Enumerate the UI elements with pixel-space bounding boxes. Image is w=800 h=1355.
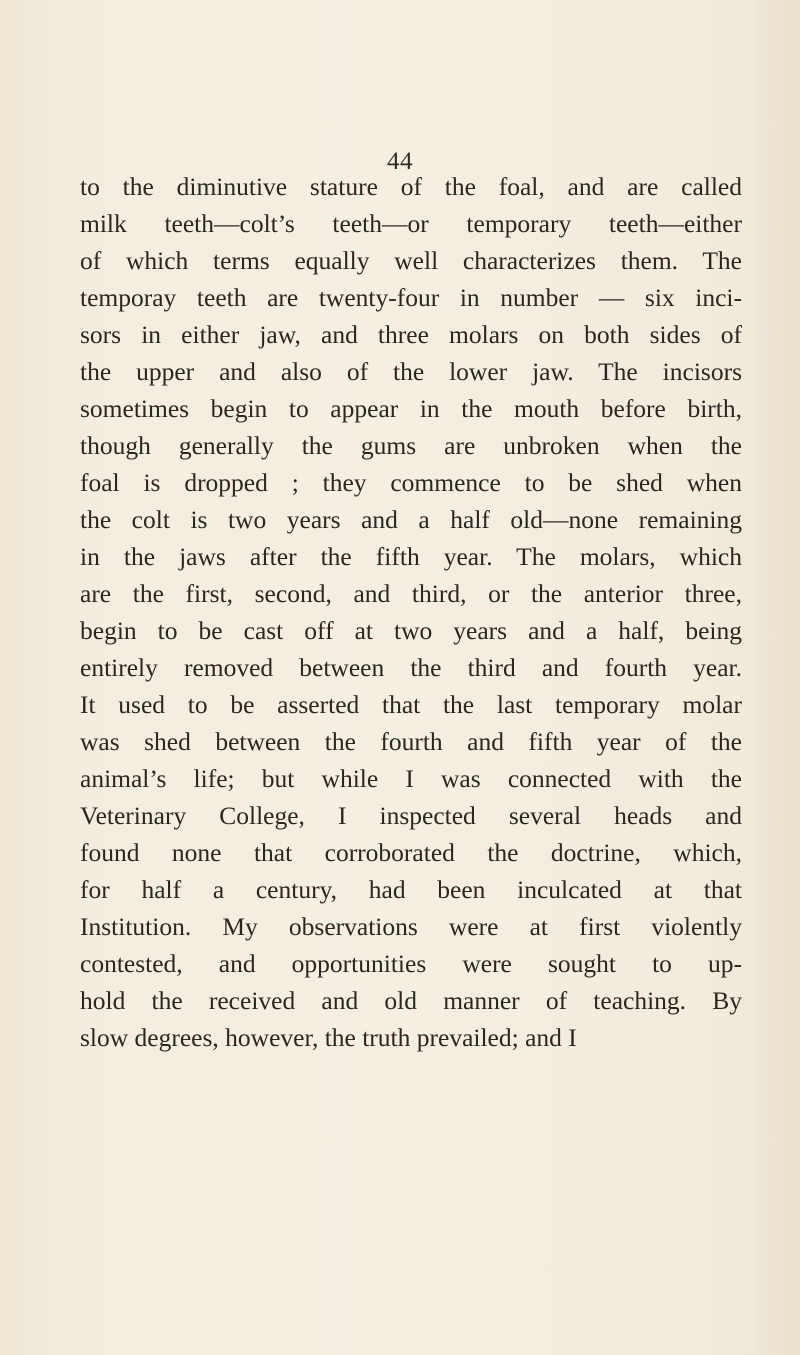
text-line-5: sors in either jaw, and three molars on both sides of — [80, 320, 742, 349]
text-line-9: foal is dropped ; they commence to be shed when — [80, 468, 742, 497]
text-line-7: sometimes begin to appear in the mouth before birth, — [80, 394, 742, 423]
text-line-13: begin to be cast off at two years and a half, being — [80, 616, 742, 645]
text-line-3: of which terms equally well characterizes them. The — [80, 246, 742, 275]
text-line-2: milk teeth—colt’s teeth—or temporary teeth—either — [80, 209, 742, 238]
text-line-16: was shed between the fourth and fifth year of the — [80, 727, 742, 756]
text-line-12: are the first, second, and third, or the anterior three, — [80, 579, 742, 608]
text-line-1: to the diminutive stature of the foal, and are called — [80, 172, 742, 201]
text-line-21: Institution. My observations were at first violently — [80, 912, 742, 941]
text-line-19: found none that corroborated the doctrine, which, — [80, 838, 742, 867]
page-number: 44 — [387, 148, 413, 175]
text-line-11: in the jaws after the fifth year. The molars, which — [80, 542, 742, 571]
text-line-14: entirely removed between the third and fourth year. — [80, 653, 742, 682]
text-line-23: hold the received and old manner of teaching. By — [80, 986, 742, 1015]
text-line-17: animal’s life; but while I was connected with the — [80, 764, 742, 793]
body-text — [80, 168, 742, 1056]
text-line-24: slow degrees, however, the truth prevailed; and I — [80, 1023, 577, 1052]
text-line-15: It used to be asserted that the last temporary molar — [80, 690, 742, 719]
text-line-6: the upper and also of the lower jaw. The incisors — [80, 357, 742, 386]
text-line-22: contested, and opportunities were sought to up- — [80, 949, 742, 978]
text-line-18: Veterinary College, I inspected several heads and — [80, 801, 742, 830]
text-line-8: though generally the gums are unbroken when the — [80, 431, 742, 460]
text-line-4: temporay teeth are twenty-four in number — six inci- — [80, 283, 742, 312]
text-line-20: for half a century, had been inculcated at that — [80, 875, 742, 904]
text-line-10: the colt is two years and a half old—none remaining — [80, 505, 742, 534]
